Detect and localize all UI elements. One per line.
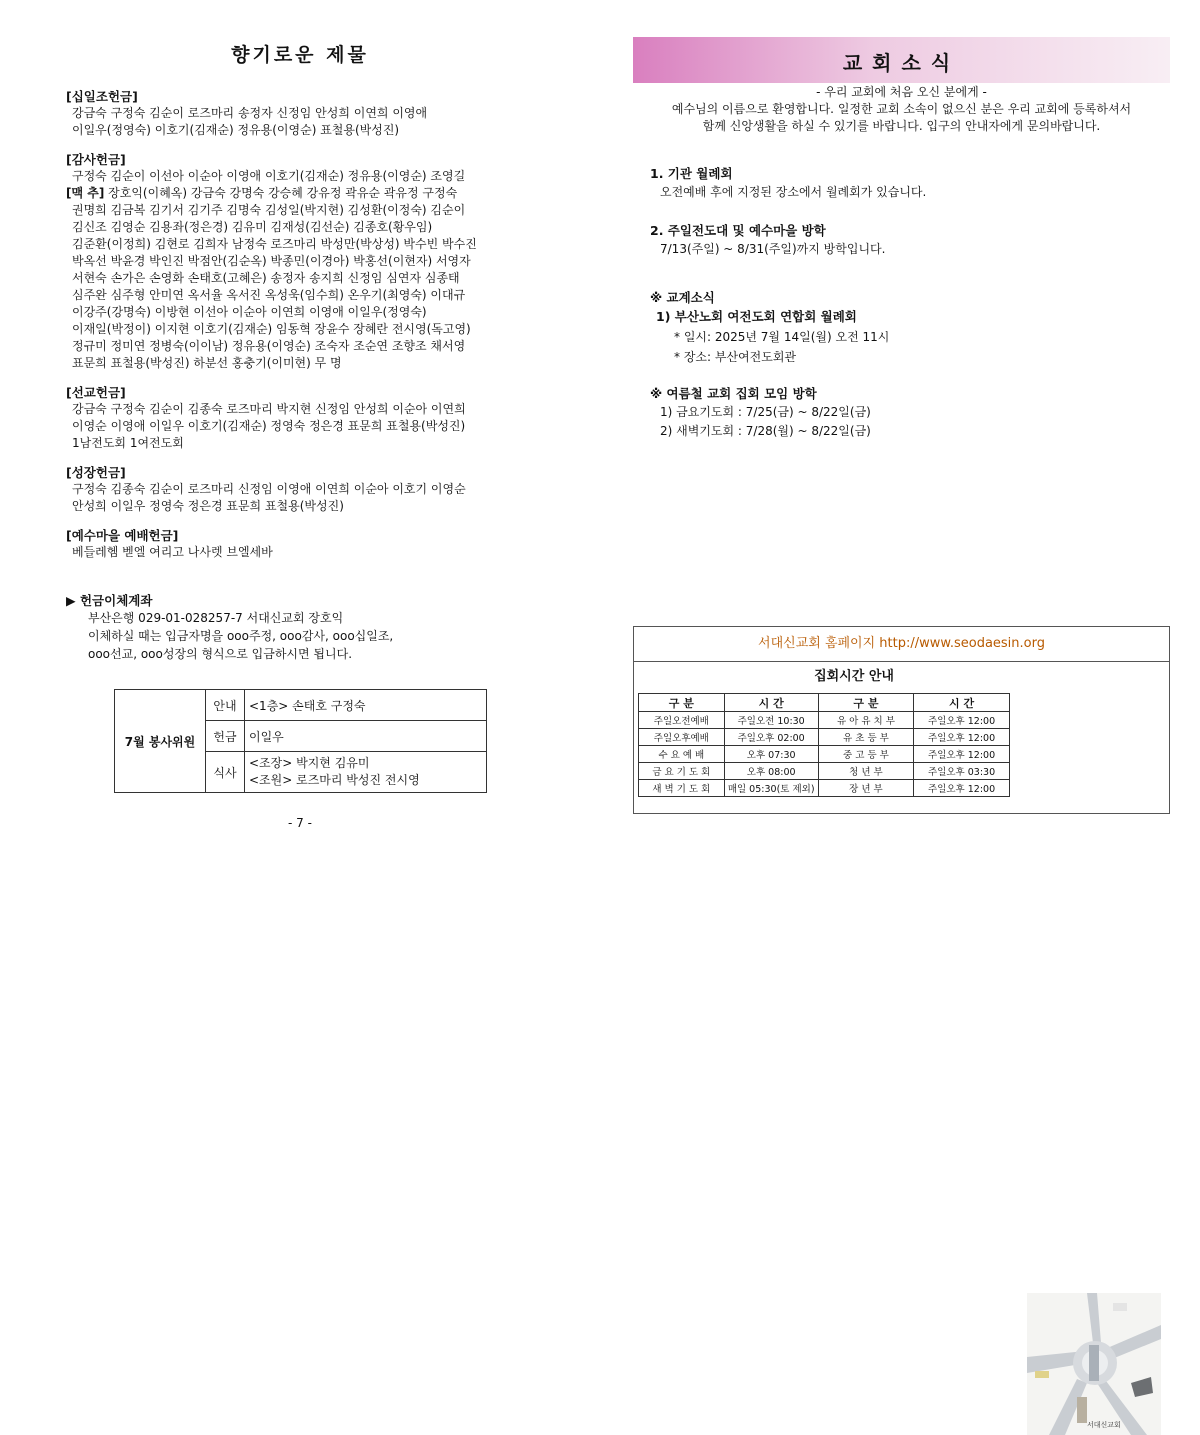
role-label: 헌금 [206,721,245,752]
table-cell: 유 아 유 치 부 [818,712,913,729]
column-header: 시 간 [914,694,1010,712]
donor-line: 구정숙 김종숙 김순이 로즈마리 신정임 이영애 이연희 이순아 이호기 이영순 [72,482,466,496]
account-line: 부산은행 029-01-028257-7 서대신교회 장호익 [88,611,344,625]
news-title: 교회소식 [842,51,961,75]
account-line: ooo선교, ooo성장의 형식으로 입금하시면 됩니다. [88,647,353,661]
donor-line: 김신조 김영순 김용좌(정은경) 김유미 김재성(김선순) 김종호(황우임) [72,220,433,234]
donor-line: 정규미 정미연 정병숙(이이남) 정유용(이영순) 조숙자 조순연 조향조 채서영 [72,339,466,353]
donor-line: 이재일(박정이) 이지현 이호기(김재순) 임동혁 장윤수 장혜란 전시영(독고영) [72,322,471,336]
table-cell: 주일오후 02:00 [724,729,818,746]
donor-line: 이영순 이영애 이일우 이호기(김재순) 정영숙 정은경 표문희 표철용(박성진) [72,419,466,433]
donor-line: 이일우(정영숙) 이호기(김재순) 정유용(이영순) 표철용(박성진) [72,123,400,137]
table-cell: 장 년 부 [818,780,913,797]
news-item-title: ※ 교계소식 [650,290,715,305]
account-title: ▶ 헌금이체계좌 [66,593,153,608]
table-cell: 금 요 기 도 회 [639,763,725,780]
donor-line: 서현숙 손가은 손영화 손태호(고혜은) 송정자 송지희 신정임 심연자 심종태 [72,271,460,285]
news-banner [633,37,1170,83]
news-bullet: * 장소: 부산여전도회관 [674,350,797,364]
map-church-label: 서대신교회 [1087,1421,1121,1429]
role-members-line: <조원> 로즈마리 박성진 전시영 [249,773,420,787]
section-title: [선교헌금] [66,385,126,400]
mission-section [66,384,546,452]
table-cell: 주일오전예배 [639,712,725,729]
table-cell: 수 요 예 배 [639,746,725,763]
table-row [115,690,487,721]
news-item-title: 1. 기관 월례회 [650,166,733,181]
left-page [0,0,600,848]
table-cell: 오후 08:00 [724,763,818,780]
section-title: [예수마을 예배헌금] [66,528,179,543]
pack-first-line: 장호익(이혜옥) 강금숙 강명숙 강승혜 강유정 곽유순 곽유정 구정숙 [104,186,458,200]
location-map [1027,1293,1161,1435]
right-page [600,0,1200,1429]
section-title: [성장헌금] [66,465,126,480]
donor-line: 심주완 심주형 안미연 옥서율 옥서진 옥성욱(임수희) 온우기(최영숙) 이대규 [72,288,466,302]
table-cell: 새 벽 기 도 회 [639,780,725,797]
donor-line: 김준환(이정희) 김현로 김희자 남정숙 로즈마리 박성만(박상성) 박수빈 박수진 [72,237,477,251]
donor-line: 권명희 김금복 김기서 김기주 김명숙 김성일(박지현) 김성환(이정숙) 김순이 [72,203,466,217]
schedule-table [638,693,1010,797]
pack-prefix: [맥 추] [66,186,105,200]
donor-line [66,185,546,202]
intro-line: 예수님의 이름으로 환영합니다. 일정한 교회 소속이 없으신 분은 우리 교회에 등록하셔서 [671,102,1132,116]
news-bullet: * 일시: 2025년 7월 14일(월) 오전 11시 [674,330,890,344]
account-info [66,592,546,663]
role-members-line: <조장> 박지현 김유미 [249,756,370,770]
volunteer-table [114,689,487,793]
table-cell: 오후 07:30 [724,746,818,763]
table-row [639,780,1010,797]
village-section [66,527,546,561]
news-subitem-title: 1) 부산노회 여전도회 연합회 월례회 [656,309,857,324]
column-header: 구 분 [639,694,725,712]
table-cell: 매일 05:30(토 제외) [724,780,818,797]
schedule-title: 집회시간 안내 [814,669,894,684]
role-label: 안내 [206,690,245,721]
column-header: 시 간 [724,694,818,712]
table-cell: 주일오후예배 [639,729,725,746]
welcome-intro [633,84,1170,135]
table-cell: 주일오후 03:30 [914,763,1010,780]
table-cell: 청 년 부 [818,763,913,780]
intro-line: 함께 신앙생활을 하실 수 있기를 바랍니다. 입구의 안내자에게 문의바랍니다. [702,119,1101,133]
section-title: [십일조헌금] [66,89,138,104]
role-members [245,752,487,793]
donor-line: 1남전도회 1여전도회 [72,436,184,450]
growth-section [66,464,546,515]
donor-line: 이강주(강명숙) 이방현 이선아 이순아 이연희 이영애 이일우(정영숙) [72,305,427,319]
map-icon [1027,1293,1161,1435]
role-members: 이일우 [245,721,487,752]
offering-list [66,88,546,573]
table-cell: 주일오후 12:00 [914,780,1010,797]
donor-line: 구정숙 김순이 이선아 이순아 이영애 이호기(김재순) 정유용(이영순) 조영길 [72,169,466,183]
volunteer-heading: 7월 봉사위원 [115,690,206,793]
tithe-section [66,88,546,139]
donor-line: 안성희 이일우 정영숙 정은경 표문희 표철용(박성진) [72,499,344,513]
table-row [639,746,1010,763]
homepage-link[interactable]: 서대신교회 홈페이지 http://www.seodaesin.org [634,627,1169,662]
donor-line: 베들레헴 벧엘 여리고 나사렛 브엘세바 [72,545,273,559]
section-title: [감사헌금] [66,152,126,167]
role-members: <1층> 손태호 구정숙 [245,690,487,721]
table-row [639,712,1010,729]
news-item-title: ※ 여름철 교회 집회 모임 방학 [650,386,817,401]
news-list [650,165,1160,441]
thanks-section [66,151,546,372]
account-line: 이체하실 때는 입금자명을 ooo주정, ooo감사, ooo십일조, [88,629,394,643]
news-item-text: 오전예배 후에 지정된 장소에서 월례회가 있습니다. [660,185,927,199]
table-cell: 주일오후 12:00 [914,712,1010,729]
donor-line: 박옥선 박윤경 박인진 박점안(김순옥) 박종민(이경아) 박홍선(이현자) 서영자 [72,254,471,268]
schedule-box [633,626,1170,1429]
news-item-text: 1) 금요기도회 : 7/25(금) ~ 8/22일(금) [660,405,871,419]
table-cell: 유 초 등 부 [818,729,913,746]
table-cell: 주일오후 12:00 [914,729,1010,746]
table-row [639,729,1010,746]
intro-heading: - 우리 교회에 처음 오신 분에게 - [816,85,987,99]
role-label: 식사 [206,752,245,793]
news-item-text: 2) 새벽기도회 : 7/28(월) ~ 8/22일(금) [660,424,871,438]
table-row [639,763,1010,780]
donor-line: 표문희 표철용(박성진) 하분선 홍충기(이미현) 무 명 [72,356,342,370]
news-item-title: 2. 주일전도대 및 예수마을 방학 [650,223,826,238]
news-item-text: 7/13(주일) ~ 8/31(주일)까지 방학입니다. [660,242,886,256]
table-cell: 중 고 등 부 [818,746,913,763]
offering-title: 향기로운 제물 [231,44,369,66]
table-cell: 주일오후 12:00 [914,746,1010,763]
page-number: - 7 - [288,816,312,830]
donor-line: 강금숙 구정숙 김순이 김종숙 로즈마리 박지현 신정임 안성희 이순아 이연희 [72,402,466,416]
donor-line: 강금숙 구정숙 김순이 로즈마리 송정자 신정임 안성희 이연희 이영애 [72,106,428,120]
table-header-row [639,694,1010,712]
table-cell: 주일오전 10:30 [724,712,818,729]
column-header: 구 분 [818,694,913,712]
